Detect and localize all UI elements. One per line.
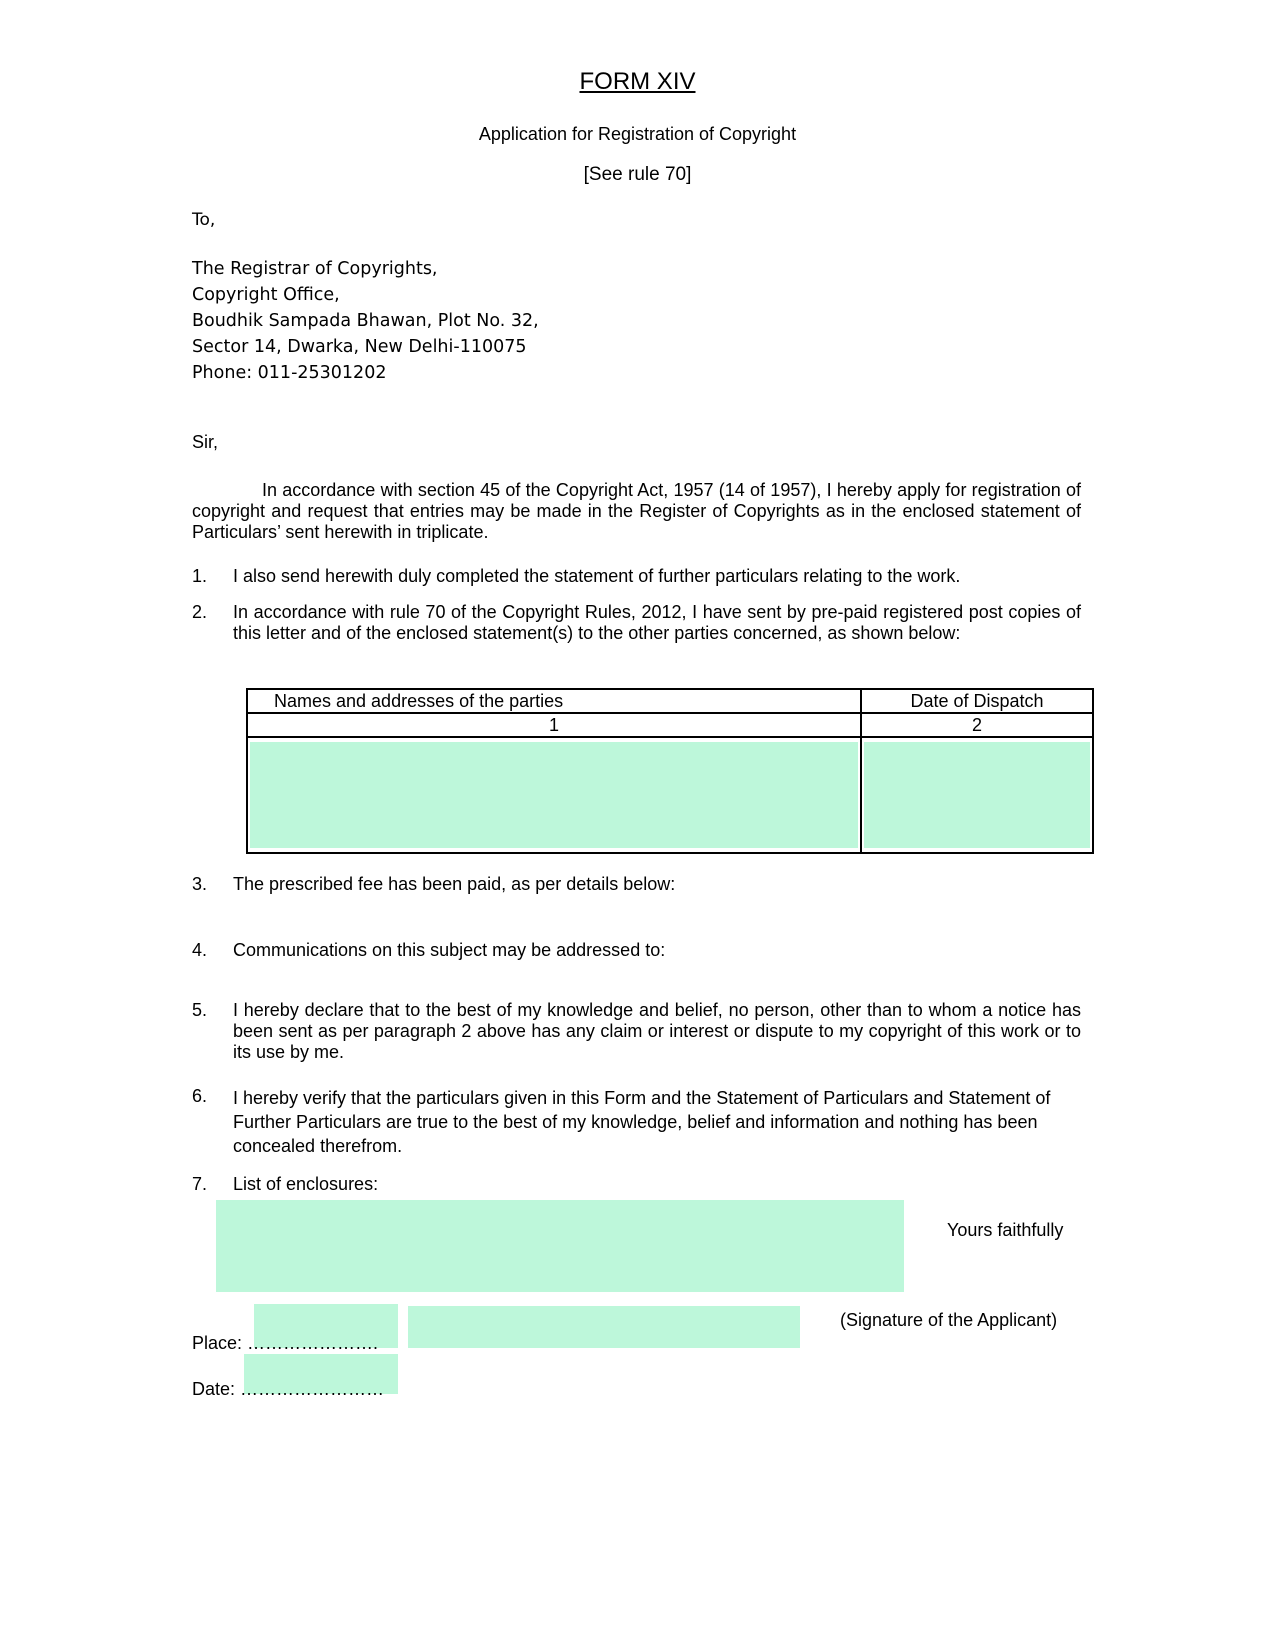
item-number: 2. — [192, 602, 208, 622]
item-number: 1. — [192, 566, 208, 586]
col-header-names: Names and addresses of the parties — [247, 689, 861, 713]
item-number: 3. — [192, 874, 208, 894]
registrar-address — [192, 256, 539, 386]
parties-names-field[interactable] — [250, 742, 858, 848]
intro-text: In accordance with section 45 of the Copyright Act, 1957 (14 of 1957), I hereby apply for registration of copyright and request that entries may be made in the Register of Copyrights as in the enclosed statement of Particulars’ sent herewith in triplicate. — [192, 480, 1081, 542]
list-item — [192, 874, 1081, 895]
item-number: 7. — [192, 1174, 208, 1194]
item-text: I hereby verify that the particulars given in this Form and the Statement of Particulars and Statement of Further Particulars are true to the best of my knowledge, belief and information and nothing has been concealed therefrom. — [233, 1088, 1051, 1156]
form-subtitle: Application for Registration of Copyright — [478, 124, 797, 144]
list-item — [192, 602, 1081, 644]
col-header-date: Date of Dispatch — [861, 689, 1093, 713]
rule-reference: [See rule 70] — [583, 164, 692, 185]
item-number: 6. — [192, 1086, 208, 1106]
address-line: Sector 14, Dwarka, New Delhi-110075 — [192, 337, 527, 357]
col-number-1: 1 — [247, 713, 861, 737]
address-line: The Registrar of Copyrights, — [192, 259, 438, 279]
enclosures-field[interactable] — [216, 1200, 904, 1292]
address-line: Boudhik Sampada Bhawan, Plot No. 32, — [192, 311, 539, 331]
address-line: Copyright Office, — [192, 285, 340, 305]
list-item — [192, 1086, 1081, 1158]
signature-field[interactable] — [408, 1306, 800, 1348]
address-phone: Phone: 011-25301202 — [192, 363, 387, 383]
dispatch-date-cell[interactable] — [861, 737, 1093, 853]
item-text: I also send herewith duly completed the statement of further particulars relating to the work. — [233, 566, 961, 586]
yours-faithfully: Yours faithfully — [947, 1220, 1064, 1240]
date-label: Date: …………………… — [192, 1379, 385, 1399]
list-item — [192, 1174, 1081, 1195]
dispatch-date-field[interactable] — [864, 742, 1090, 848]
place-label: Place: …………………. — [192, 1333, 379, 1353]
form-title: FORM XIV — [579, 68, 696, 95]
list-item — [192, 940, 1081, 961]
parties-table — [246, 688, 1094, 854]
intro-paragraph — [192, 480, 1081, 543]
item-text: In accordance with rule 70 of the Copyright Rules, 2012, I have sent by pre-paid registered post copies of this letter and of the enclosed statement(s) to the other parties concerned, as shown below: — [233, 602, 1081, 643]
salutation-to: To, — [192, 210, 216, 230]
greeting: Sir, — [192, 432, 219, 452]
parties-names-cell[interactable] — [247, 737, 861, 853]
list-item — [192, 566, 1081, 587]
item-text: The prescribed fee has been paid, as per details below: — [233, 874, 676, 894]
item-text: List of enclosures: — [233, 1174, 379, 1194]
item-text: I hereby declare that to the best of my knowledge and belief, no person, other than to whom a notice has been sent as per paragraph 2 above has any claim or interest or dispute to my copyright of this work or to its use by me. — [233, 1000, 1081, 1062]
list-item — [192, 1000, 1081, 1063]
item-text: Communications on this subject may be addressed to: — [233, 940, 666, 960]
signature-label: (Signature of the Applicant) — [840, 1310, 1058, 1330]
item-number: 4. — [192, 940, 208, 960]
item-number: 5. — [192, 1000, 208, 1020]
col-number-2: 2 — [861, 713, 1093, 737]
